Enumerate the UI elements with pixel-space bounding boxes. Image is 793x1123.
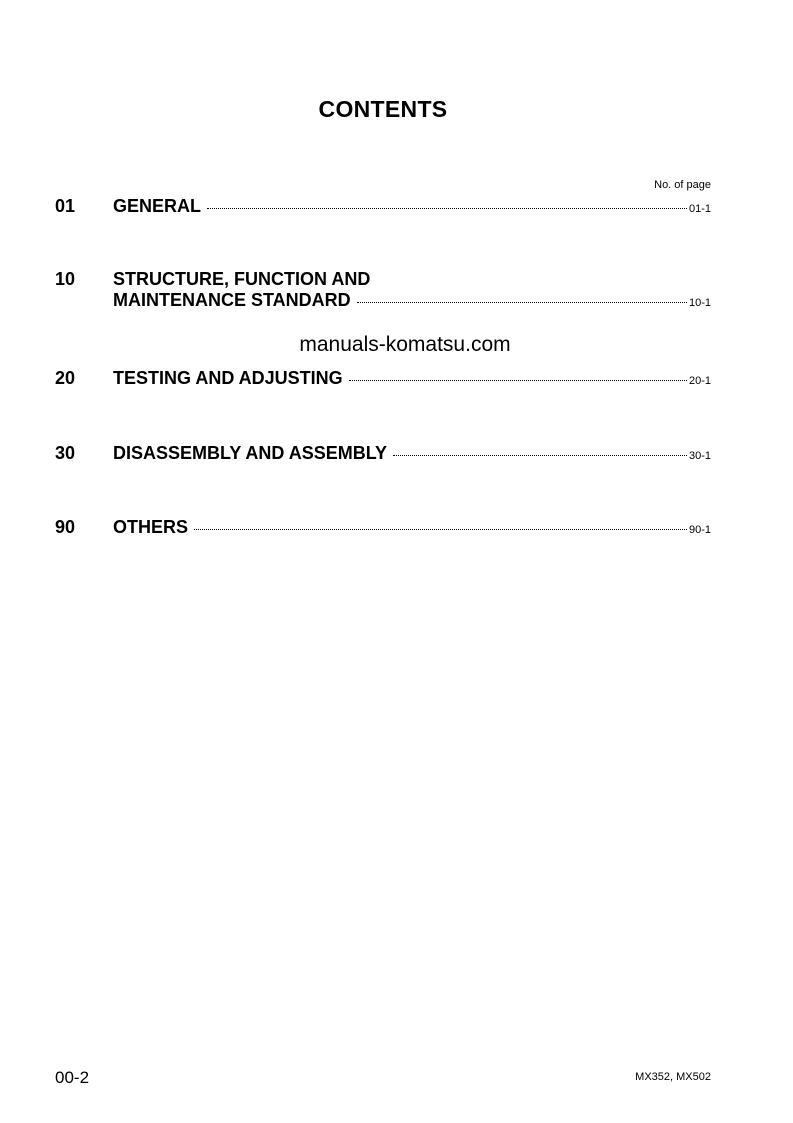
dot-leader — [194, 529, 687, 530]
page-column-header: No. of page — [654, 179, 711, 191]
dot-leader — [393, 455, 687, 456]
section-title-line-2: MAINTENANCE STANDARD — [113, 290, 351, 310]
footer-models: MX352, MX502 — [635, 1071, 711, 1083]
section-number: 01 — [55, 196, 76, 216]
section-title-line-1: STRUCTURE, FUNCTION AND — [113, 269, 371, 289]
section-page: 10-1 — [688, 297, 711, 309]
section-title: OTHERS — [113, 517, 189, 537]
section-number: 20 — [55, 368, 76, 388]
section-number: 10 — [55, 269, 76, 289]
dot-leader — [207, 208, 687, 209]
watermark-text: manuals-komatsu.com — [299, 333, 511, 356]
section-title: GENERAL — [113, 196, 202, 216]
section-number: 30 — [55, 443, 76, 463]
section-title: TESTING AND ADJUSTING — [113, 368, 343, 388]
footer-page-number: 00-2 — [55, 1068, 90, 1087]
dot-leader — [349, 380, 687, 381]
section-page: 90-1 — [688, 524, 711, 536]
section-page: 30-1 — [688, 450, 711, 462]
page-title: CONTENTS — [318, 96, 448, 122]
section-number: 90 — [55, 517, 76, 537]
section-page: 20-1 — [688, 375, 711, 387]
section-page: 01-1 — [688, 203, 711, 215]
dot-leader — [357, 302, 687, 303]
section-title: DISASSEMBLY AND ASSEMBLY — [113, 443, 388, 463]
